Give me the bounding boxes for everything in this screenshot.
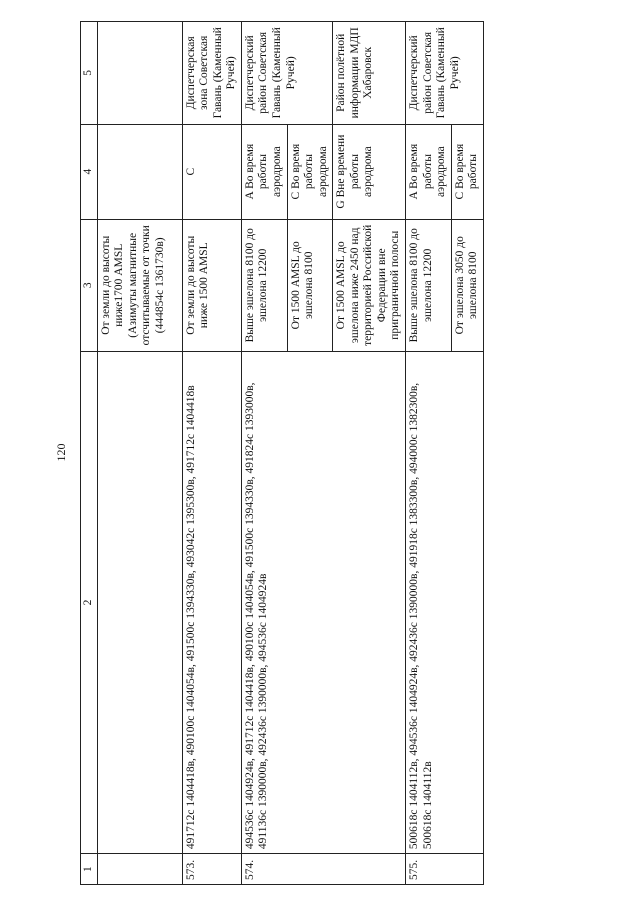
row-atc-unit: Диспетчерская зона Советская Гавань (Каменный Ручей) bbox=[182, 22, 241, 125]
row-number: 573. bbox=[182, 854, 241, 885]
row-coordinates: 491712с 1404418в, 490100с 1404054в, 491500с 1394330в, 493042с 1395300в, 491712с 1404418в bbox=[182, 351, 241, 853]
continuation-unit-cell bbox=[97, 22, 182, 125]
row-number: 574. bbox=[241, 854, 405, 885]
row-vertical-limits: От 1500 AMSL до эшелона ниже 2450 над территорией Российской Федерации вне приграничной полосы bbox=[333, 219, 406, 351]
row-airspace-class: C Во время работы аэродрома bbox=[287, 124, 333, 219]
continuation-num-cell bbox=[97, 854, 182, 885]
row-airspace-class: C bbox=[182, 124, 241, 219]
row-atc-unit: Диспетчерский район Советская Гавань (Каменный Ручей) bbox=[241, 22, 332, 125]
column-header-5: 5 bbox=[81, 22, 98, 125]
continuation-coords-cell bbox=[97, 351, 182, 853]
column-header-3: 3 bbox=[81, 219, 98, 351]
column-header-1: 1 bbox=[81, 854, 98, 885]
column-header-2: 2 bbox=[81, 351, 98, 853]
row-airspace-class: G Вне времени работы аэродрома bbox=[333, 124, 406, 219]
row-coordinates: 494536с 1404924в, 491712с 1404418в, 490100с 1404054в, 491500с 1394330в, 491824с 1393000в, 491136с 1390000в, 492436с 1390000в, 494536с 1404924в bbox=[241, 351, 405, 853]
column-header-4: 4 bbox=[81, 124, 98, 219]
table-row-574 bbox=[241, 22, 287, 885]
table-row-575 bbox=[406, 22, 452, 885]
continuation-class-cell bbox=[97, 124, 182, 219]
row-airspace-class: C Во время работы bbox=[451, 124, 483, 219]
row-vertical-limits: От эшелона 3050 до эшелона 8100 bbox=[451, 219, 483, 351]
row-vertical-limits: Выше эшелона 8100 до эшелона 12200 bbox=[406, 219, 452, 351]
page-number: 120 bbox=[54, 443, 68, 462]
airspace-table bbox=[80, 21, 484, 885]
continuation-row bbox=[97, 22, 182, 885]
row-airspace-class: A Во время работы аэродрома bbox=[241, 124, 287, 219]
row-airspace-class: A Во время работы аэродрома bbox=[406, 124, 452, 219]
row-vertical-limits: Выше эшелона 8100 до эшелона 12200 bbox=[241, 219, 287, 351]
row-number: 575. bbox=[406, 854, 484, 885]
row-atc-unit: Район полётной информации МДП Хабаровск bbox=[333, 22, 406, 125]
row-vertical-limits: От 1500 AMSL до эшелона 8100 bbox=[287, 219, 333, 351]
row-atc-unit: Диспетчерский район Советская Гавань (Каменный Ручей) bbox=[406, 22, 484, 125]
row-coordinates: 500618с 1404112в, 494536с 1404924в, 492436с 1390000в, 491918с 1383300в, 494000с 1382300в, 500618с 1404112в bbox=[406, 351, 484, 853]
header-row bbox=[81, 22, 98, 885]
continuation-limits-cell: От земли до высоты ниже1700 AMSL (Азимуты магнитные отсчитываемые от точки (444854с 1361730в) bbox=[97, 219, 182, 351]
row-vertical-limits: От земли до высоты ниже 1500 AMSL bbox=[182, 219, 241, 351]
table-row-573 bbox=[182, 22, 241, 885]
